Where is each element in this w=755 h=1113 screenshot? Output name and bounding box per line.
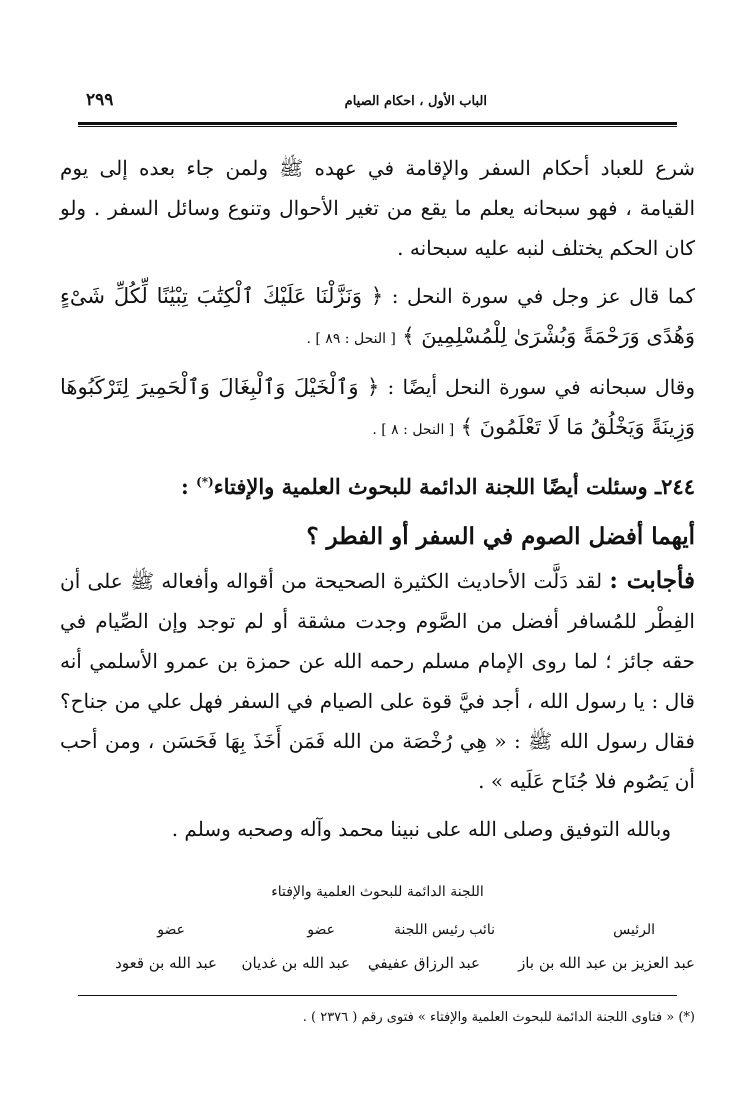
main-text [60, 148, 695, 849]
verse-2-intro: وقال سبحانه في سورة النحل أيضًا : [387, 375, 696, 399]
answer-paragraph [60, 561, 695, 801]
role-member-1: عضو [307, 922, 335, 938]
signature-roles [60, 922, 695, 946]
role-chairman: الرئيس [613, 922, 655, 938]
name-chairman: عبد العزيز بن عبد الله بن باز [518, 954, 695, 972]
signature-names [60, 954, 695, 982]
header-rule-thin [78, 126, 677, 127]
page-header [78, 86, 677, 120]
footnote-text: « فتاوى اللجنة الدائمة للبحوث العلمية والإفتاء » فتوى رقم ( ٢٣٧٦ ) . [302, 1010, 675, 1025]
quran-verse-2: ﴿ وَٱلْخَيْلَ وَٱلْبِغَالَ وَٱلْحَمِيرَ لِتَرْكَبُوهَا وَزِينَةً وَيَخْلُقُ مَا لَا تَعْلَمُونَ ﴾ [60, 375, 695, 439]
committee-name: اللجنة الدائمة للبحوث العلمية والإفتاء [271, 884, 484, 900]
question-number-title: ٢٤٤ـ وسئلت أيضًا اللجنة الدائمة للبحوث العلمية والإفتاء [213, 474, 695, 499]
answer-text: لقد دَلَّت الأحاديث الكثيرة الصحيحة من أقواله وأفعاله ﷺ على أن الفِطْر للمُسافر أفضل من الصَّوم وجدت مشقة أو لم توجد وإن الصِّيام في حقه جائز ؛ لما روى الإمام مسلم رحمه الله عن حمزة بن عمرو الأسلمي أنه قال : يا رسول الله ، أجد فيَّ قوة على الصيام في السفر فهل علي من جناح؟ فقال رسول الله ﷺ : « هِي رُخْصَة من الله فَمَن أَخَذَ بِهَا فَحَسَن ، ومن أحب أن يَصُوم فلا جُنَاح عَلَيه » . [60, 569, 695, 793]
verse-1-intro: كما قال عز وجل في سورة النحل : [391, 284, 696, 308]
verse-2-reference: [ النحل : ٨ ] . [372, 422, 455, 438]
name-deputy: عبد الرزاق عفيفي [367, 954, 480, 972]
answer-lead: فأجابت : [609, 567, 695, 594]
chapter-title: الباب الأول ، احكام الصيام [344, 94, 487, 109]
quran-verse-1: ﴿ وَنَزَّلْنَا عَلَيْكَ ٱلْكِتَٰبَ تِبْيَٰنًا لِّكُلِّ شَىْءٍ وَهُدًى وَرَحْمَةً وَبُشْرَىٰ لِلْمُسْلِمِينَ ﴾ [60, 284, 695, 348]
header-rule [78, 122, 677, 125]
footnote-marker: (*) [196, 475, 214, 489]
closing-line: وبالله التوفيق وصلى الله على نبينا محمد وآله وصحبه وسلم . [171, 817, 671, 841]
page-number: ٢٩٩ [86, 90, 114, 110]
footnote-rule [78, 995, 677, 996]
name-member-2: عبد الله بن قعود [115, 954, 217, 972]
signature-block [60, 884, 695, 972]
role-deputy: نائب رئيس اللجنة [394, 922, 495, 938]
verse-1-reference: [ النحل : ٨٩ ] . [306, 331, 396, 347]
question-heading-colon: : [180, 474, 189, 499]
footnote-marker-bottom: (*) [678, 1010, 695, 1025]
name-member-1: عبد الله بن غديان [241, 954, 350, 972]
paragraph-verse-1 [60, 276, 695, 359]
role-member-2: عضو [157, 922, 185, 938]
footnote [78, 1010, 695, 1025]
paragraph-verse-2 [60, 367, 695, 450]
question-heading [60, 460, 695, 509]
question-text: أيهما أفضل الصوم في السفر أو الفطر ؟ [306, 523, 695, 550]
paragraph-intro: شرع للعباد أحكام السفر والإقامة في عهده ﷺ ولمن جاء بعده إلى يوم القيامة ، فهو سبحانه يعلم ما يقع من تغير الأحوال وتنوع وسائل السفر . ولو كان الحكم يختلف لنبه عليه سبحانه . [60, 156, 695, 260]
